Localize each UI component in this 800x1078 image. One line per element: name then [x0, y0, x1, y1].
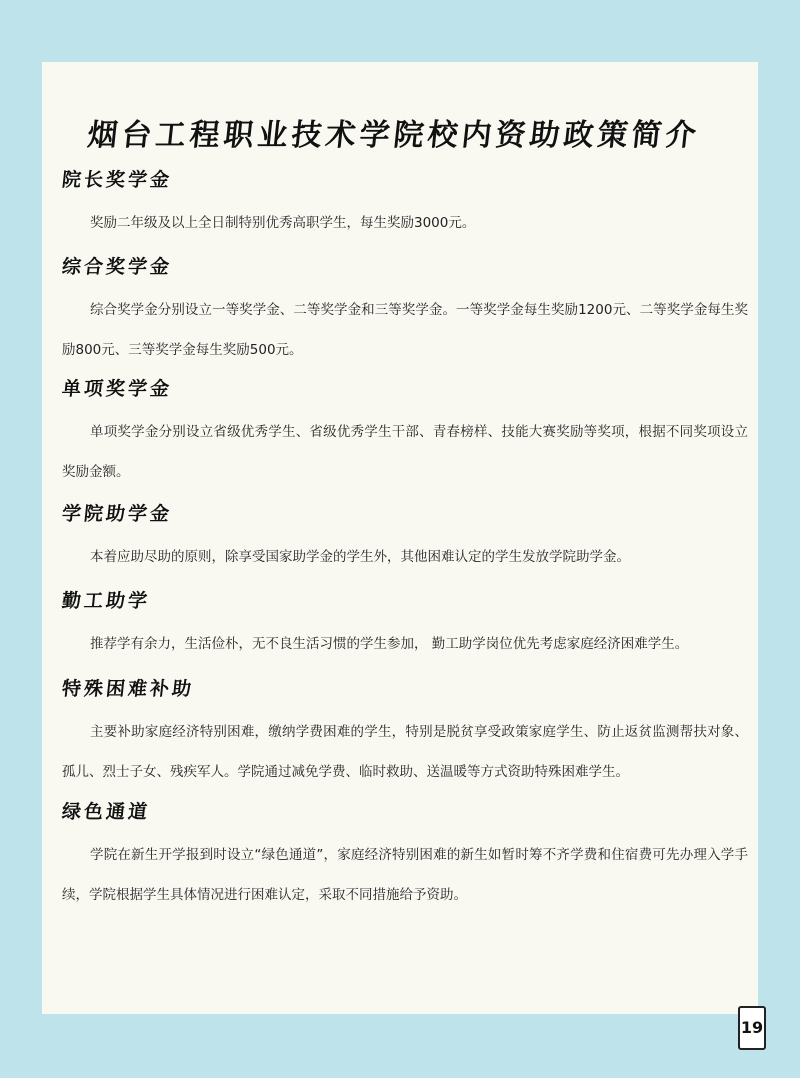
section-special-hardship-subsidy [62, 674, 762, 792]
section-single-item-scholarship [62, 374, 762, 492]
section-text: 推荐学有余力，生活俭朴，无不良生活习惯的学生参加， 勤工助学岗位优先考虑家庭经济困难学生。 [90, 636, 689, 652]
section-text: 综合奖学金分别设立一等奖学金、二等奖学金和三等奖学金。一等奖学金每生奖励1200元、二等奖学金每生奖励800元、三等奖学金每生奖励500元。 [62, 302, 748, 358]
section-text: 主要补助家庭经济特别困难，缴纳学费困难的学生，特别是脱贫享受政策家庭学生、防止返贫监测帮扶对象、孤儿、烈士子女、残疾军人。学院通过减免学费、临时救助、送温暖等方式资助特殊困难学生。 [62, 724, 748, 780]
section-heading: 勤工助学 [60, 590, 152, 612]
section-work-study [62, 586, 762, 664]
section-text: 单项奖学金分别设立省级优秀学生、省级优秀学生干部、青春榜样、技能大赛奖励等奖项，根据不同奖项设立奖励金额。 [62, 424, 748, 480]
section-comprehensive-scholarship [62, 252, 762, 370]
section-heading: 学院助学金 [60, 503, 174, 525]
section-heading: 综合奖学金 [60, 256, 174, 278]
section-green-channel [62, 797, 762, 915]
page-number-badge [736, 1004, 768, 1052]
section-heading: 院长奖学金 [60, 169, 174, 191]
page-title: 烟台工程职业技术学院校内资助政策简介 [85, 118, 702, 153]
section-text: 学院在新生开学报到时设立“绿色通道”，家庭经济特别困难的新生如暂时筹不齐学费和住宿费可先办理入学手续，学院根据学生具体情况进行困难认定，采取不同措施给予资助。 [62, 847, 748, 903]
section-president-scholarship [62, 165, 762, 243]
section-heading: 单项奖学金 [60, 378, 174, 400]
section-heading: 绿色通道 [60, 801, 152, 823]
section-heading: 特殊困难补助 [60, 678, 196, 700]
section-text: 奖励二年级及以上全日制特别优秀高职学生，每生奖励3000元。 [90, 215, 476, 231]
page-number: 19 [738, 1006, 766, 1050]
section-text: 本着应助尽助的原则，除享受国家助学金的学生外，其他困难认定的学生发放学院助学金。 [90, 549, 630, 565]
section-college-grant [62, 499, 762, 577]
